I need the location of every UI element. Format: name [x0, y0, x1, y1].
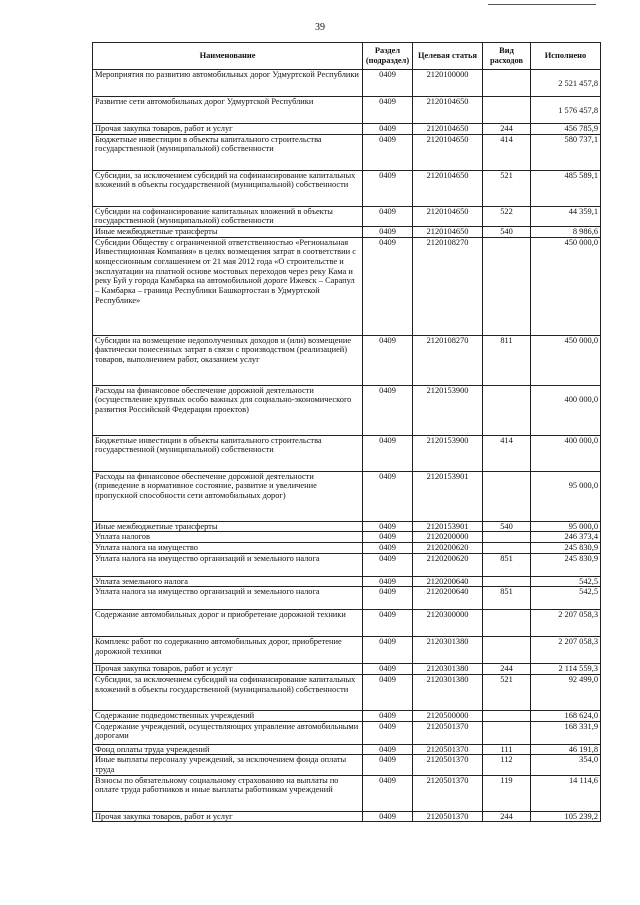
row-section: 0409 [363, 553, 413, 576]
row-amount: 1 576 457,8 [531, 97, 601, 124]
row-name: Иные выплаты персоналу учреждений, за исключением фонда оплаты труда [93, 755, 363, 775]
row-amount: 46 191,8 [531, 744, 601, 755]
row-kind [483, 237, 531, 335]
row-kind [483, 385, 531, 435]
row-kind [483, 710, 531, 721]
row-kind [483, 532, 531, 543]
row-name: Субсидии, за исключением субсидий на софинансирование капитальных вложений в объекты государственной (муниципальной) собственности [93, 674, 363, 710]
row-kind: 540 [483, 521, 531, 532]
row-amount: 354,0 [531, 755, 601, 775]
row-section: 0409 [363, 97, 413, 124]
row-target: 2120501370 [413, 744, 483, 755]
row-kind: 522 [483, 206, 531, 226]
row-target: 2120100000 [413, 70, 483, 97]
row-target: 2120104650 [413, 134, 483, 170]
table-row [93, 710, 601, 721]
row-amount: 400 000,0 [531, 435, 601, 471]
row-amount: 580 737,1 [531, 134, 601, 170]
row-target: 2120501370 [413, 755, 483, 775]
table-row [93, 610, 601, 637]
row-name: Комплекс работ по содержанию автомобильных дорог, приобретение дорожной техники [93, 637, 363, 664]
table-row [93, 237, 601, 335]
row-name: Субсидии на софинансирование капитальных вложений в объекты государственной (муниципальной) собственности [93, 206, 363, 226]
table-row [93, 542, 601, 553]
row-kind: 111 [483, 744, 531, 755]
table-row [93, 206, 601, 226]
header-name: Наименование [93, 43, 363, 70]
row-section: 0409 [363, 576, 413, 587]
row-target: 2120501370 [413, 811, 483, 822]
row-section: 0409 [363, 170, 413, 206]
row-amount: 450 000,0 [531, 237, 601, 335]
row-section: 0409 [363, 70, 413, 97]
row-target: 2120104650 [413, 206, 483, 226]
row-kind: 414 [483, 435, 531, 471]
row-amount: 485 589,1 [531, 170, 601, 206]
row-section: 0409 [363, 134, 413, 170]
row-amount: 450 000,0 [531, 335, 601, 385]
row-section: 0409 [363, 674, 413, 710]
header-target: Целевая статья [413, 43, 483, 70]
row-kind [483, 542, 531, 553]
row-name: Уплата налогов [93, 532, 363, 543]
row-target: 2120501370 [413, 721, 483, 744]
row-target: 2120153900 [413, 435, 483, 471]
row-section: 0409 [363, 744, 413, 755]
budget-table [92, 42, 601, 822]
row-target: 2120200620 [413, 542, 483, 553]
row-section: 0409 [363, 587, 413, 610]
table-row [93, 521, 601, 532]
row-kind: 811 [483, 335, 531, 385]
row-name: Иные межбюджетные трансферты [93, 521, 363, 532]
row-target: 2120200640 [413, 587, 483, 610]
row-amount: 105 239,2 [531, 811, 601, 822]
row-section: 0409 [363, 542, 413, 553]
row-kind [483, 721, 531, 744]
header-amount: Исполнено [531, 43, 601, 70]
table-row [93, 124, 601, 135]
page-number: 39 [315, 22, 325, 33]
row-name: Уплата земельного налога [93, 576, 363, 587]
table-row [93, 811, 601, 822]
table-row [93, 744, 601, 755]
table-row [93, 664, 601, 675]
table-row [93, 674, 601, 710]
table-row [93, 532, 601, 543]
table-row [93, 385, 601, 435]
row-kind: 244 [483, 124, 531, 135]
row-amount: 92 499,0 [531, 674, 601, 710]
row-amount: 168 331,9 [531, 721, 601, 744]
row-target: 2120500000 [413, 710, 483, 721]
row-target: 2120104650 [413, 170, 483, 206]
row-target: 2120200620 [413, 553, 483, 576]
row-amount: 8 986,6 [531, 226, 601, 237]
table-row [93, 553, 601, 576]
table-row [93, 471, 601, 521]
row-target: 2120501370 [413, 775, 483, 811]
top-rule [488, 4, 596, 5]
row-section: 0409 [363, 610, 413, 637]
row-amount: 14 114,6 [531, 775, 601, 811]
table-row [93, 576, 601, 587]
row-target: 2120200640 [413, 576, 483, 587]
row-section: 0409 [363, 206, 413, 226]
table-row [93, 134, 601, 170]
row-section: 0409 [363, 124, 413, 135]
row-kind: 414 [483, 134, 531, 170]
row-kind: 244 [483, 664, 531, 675]
row-amount: 95 000,0 [531, 521, 601, 532]
row-kind [483, 97, 531, 124]
row-name: Уплата налога на имущество организаций и земельного налога [93, 587, 363, 610]
row-name: Расходы на финансовое обеспечение дорожной деятельности (приведение в нормативное состояние, развитие и увеличение пропускной способности сети автомобильных дорог) [93, 471, 363, 521]
row-section: 0409 [363, 335, 413, 385]
row-kind: 851 [483, 587, 531, 610]
row-amount: 2 521 457,8 [531, 70, 601, 97]
row-target: 2120301380 [413, 674, 483, 710]
row-name: Содержание учреждений, осуществляющих управление автомобильными дорогами [93, 721, 363, 744]
row-name: Уплата налога на имущество [93, 542, 363, 553]
row-target: 2120104650 [413, 124, 483, 135]
row-name: Прочая закупка товаров, работ и услуг [93, 124, 363, 135]
row-kind [483, 610, 531, 637]
row-name: Субсидии Обществу с ограниченной ответственностью «Региональная Инвестиционная Компания» в целях возмещения затрат в соответствии с концессионным соглашением от 21 мая 2012 года «О строительстве и эксплуатации на платной основе мостовых переходов через реку Кама и реку Буй у города Камбарка на автомобильной дороге Ижевск – Сарапул – Камбарка – граница Республики Башкортостан в Удмуртской Республике» [93, 237, 363, 335]
row-target: 2120108270 [413, 335, 483, 385]
table-header-row [93, 43, 601, 70]
table-row [93, 755, 601, 775]
row-name: Субсидии на возмещение недополученных доходов и (или) возмещение фактически понесенных затрат в связи с производством (реализацией) товаров, выполнением работ, оказанием услуг [93, 335, 363, 385]
row-name: Прочая закупка товаров, работ и услуг [93, 664, 363, 675]
row-name: Прочая закупка товаров, работ и услуг [93, 811, 363, 822]
row-name: Бюджетные инвестиции в объекты капитального строительства государственной (муниципальной) собственности [93, 435, 363, 471]
row-section: 0409 [363, 435, 413, 471]
row-kind: 244 [483, 811, 531, 822]
table-row [93, 637, 601, 664]
row-section: 0409 [363, 385, 413, 435]
row-kind: 112 [483, 755, 531, 775]
row-section: 0409 [363, 775, 413, 811]
row-amount: 542,5 [531, 587, 601, 610]
row-target: 2120300000 [413, 610, 483, 637]
row-kind: 521 [483, 674, 531, 710]
row-amount: 456 785,9 [531, 124, 601, 135]
row-amount: 168 624,0 [531, 710, 601, 721]
row-name: Взносы по обязательному социальному страхованию на выплаты по оплате труда работников и иные выплаты работникам учреждений [93, 775, 363, 811]
row-amount: 246 373,4 [531, 532, 601, 543]
row-kind [483, 70, 531, 97]
table-row [93, 97, 601, 124]
row-name: Развитие сети автомобильных дорог Удмуртской Республики [93, 97, 363, 124]
row-target: 2120153901 [413, 521, 483, 532]
row-section: 0409 [363, 710, 413, 721]
table-row [93, 170, 601, 206]
row-target: 2120104650 [413, 226, 483, 237]
row-name: Фонд оплаты труда учреждений [93, 744, 363, 755]
row-section: 0409 [363, 664, 413, 675]
row-name: Уплата налога на имущество организаций и земельного налога [93, 553, 363, 576]
row-section: 0409 [363, 532, 413, 543]
row-kind [483, 576, 531, 587]
row-section: 0409 [363, 471, 413, 521]
row-kind: 521 [483, 170, 531, 206]
table-row [93, 226, 601, 237]
row-kind: 851 [483, 553, 531, 576]
row-target: 2120104650 [413, 97, 483, 124]
row-amount: 95 000,0 [531, 471, 601, 521]
row-kind [483, 471, 531, 521]
table-row [93, 587, 601, 610]
row-name: Расходы на финансовое обеспечение дорожной деятельности (осуществление крупных особо важных для социально-экономического развития Российской Федерации проектов) [93, 385, 363, 435]
row-amount: 2 114 559,3 [531, 664, 601, 675]
row-amount: 245 830,9 [531, 553, 601, 576]
row-name: Содержание автомобильных дорог и приобретение дорожной техники [93, 610, 363, 637]
table-row [93, 435, 601, 471]
row-section: 0409 [363, 521, 413, 532]
row-kind: 119 [483, 775, 531, 811]
row-target: 2120301380 [413, 637, 483, 664]
row-section: 0409 [363, 721, 413, 744]
row-name: Субсидии, за исключением субсидий на софинансирование капитальных вложений в объекты государственной (муниципальной) собственности [93, 170, 363, 206]
row-section: 0409 [363, 755, 413, 775]
row-target: 2120200000 [413, 532, 483, 543]
row-target: 2120108270 [413, 237, 483, 335]
row-target: 2120301380 [413, 664, 483, 675]
row-name: Бюджетные инвестиции в объекты капитального строительства государственной (муниципальной) собственности [93, 134, 363, 170]
row-target: 2120153901 [413, 471, 483, 521]
row-amount: 44 359,1 [531, 206, 601, 226]
row-name: Содержание подведомственных учреждений [93, 710, 363, 721]
row-section: 0409 [363, 237, 413, 335]
table-row [93, 70, 601, 97]
table-row [93, 721, 601, 744]
row-amount: 2 207 058,3 [531, 610, 601, 637]
table-row [93, 775, 601, 811]
row-amount: 542,5 [531, 576, 601, 587]
row-section: 0409 [363, 811, 413, 822]
header-kind: Вид расходов [483, 43, 531, 70]
row-amount: 400 000,0 [531, 385, 601, 435]
row-section: 0409 [363, 637, 413, 664]
row-section: 0409 [363, 226, 413, 237]
row-amount: 2 207 058,3 [531, 637, 601, 664]
row-name: Мероприятия по развитию автомобильных дорог Удмуртской Республики [93, 70, 363, 97]
row-kind: 540 [483, 226, 531, 237]
row-name: Иные межбюджетные трансферты [93, 226, 363, 237]
row-target: 2120153900 [413, 385, 483, 435]
row-amount: 245 830,9 [531, 542, 601, 553]
header-section: Раздел (подраздел) [363, 43, 413, 70]
table-row [93, 335, 601, 385]
row-kind [483, 637, 531, 664]
